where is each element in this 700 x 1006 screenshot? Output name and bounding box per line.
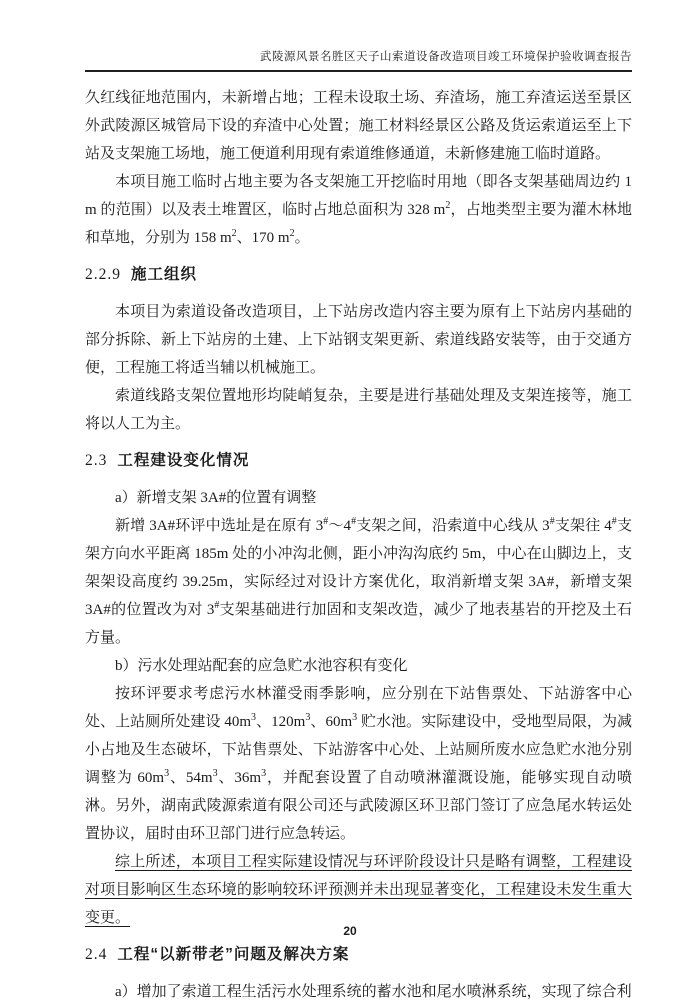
section-title: 施工组织 [131,266,198,283]
section-number: 2.4 [85,946,108,963]
section-heading-2-2-9 [85,261,632,289]
section-title: 工程建设变化情况 [117,452,250,469]
paragraph-support-3a: 新增 3A#环评中选址是在原有 3#～4#支架之间，沿索道中心线从 3#支架往 4#支架方向水平距离 185m 处的小冲沟北侧，距小冲沟沟底约 5m，中心在山脚边上，支架架设高度约 39.25m，实际经过对设计方案优化，取消新增支架 3A#，新增支架 3A#的位置改为对 3#支架基础进行加固和支架改造，减少了地表基岩的开挖及土石方量。 [85,516,632,646]
paragraph-terrain: 索道线路支架位置地形均陡峭复杂，主要是进行基础处理及支架连接等，施工将以人工为主。 [85,388,632,432]
paragraph-temporary-land: 本项目施工临时占地主要为各支架施工开挖临时用地（即各支架基础周边约 1 m 的范围）以及表土堆置区，临时占地总面积为 328 $m^2$，占地类型主要为灌木林地和草地，分别为 158 $m^2$、170 $m^2$。 [85,174,632,246]
section-heading-2-3 [85,447,632,475]
page-content [85,48,632,1006]
page-header [85,48,632,72]
list-item-a-sewage-system: a）增加了索道工程生活污水处理系统的蓄水池和尾水喷淋系统，实现了综合利 [115,984,632,1000]
section-number: 2.3 [85,452,108,469]
paragraph-project-construction: 本项目为索道设备改造项目，上下站房改造内容主要为原有上下站房内基础的部分拆除、新上下站房的土建、上下站钢支架更新、索道线路安装等，由于交通方便，工程施工将适当辅以机械施工。 [85,304,632,376]
list-item-b-water-tank: b）污水处理站配套的应急贮水池容积有变化 [115,658,408,674]
paragraph-land-continuation: 久红线征地范围内，未新增占地；工程未设取土场、弃渣场，施工弃渣运送至景区外武陵源区城管局下设的弃渣中心处置；施工材料经景区公路及货运索道运至上下站及支架施工场地，施工便道利用现有索道维修通道，未新修建施工临时道路。 [85,90,632,162]
list-item-a-support-adjustment: a）新增支架 3A#的位置有调整 [115,490,317,506]
paragraph-water-tanks: 按环评要求考虑污水林灌受雨季影响，应分别在下站售票处、下站游客中心处、上站厕所处建设 $40m^3$、$120m^3$、$60m^3$ 贮水池。实际建设中，受地型局限，为减小占地及生态破坏，下站售票处、下站游客中心处、上站厕所废水应急贮水池分别调整为 $60m^3$、$54m^3$、$36m^3$，并配套设置了自动喷淋灌溉设施，能够实现自动喷淋。另外，湖南武陵源索道有限公司还与武陵源区环卫部门签订了应急尾水转运处置协议，届时由环卫部门进行应急转运。 [85,686,633,842]
section-heading-2-4 [85,941,632,969]
header-title: 武陵源风景名胜区天子山索道设备改造项目竣工环境保护验收调查报告 [260,51,632,63]
page-number: 20 [343,924,357,938]
section-title: 工程“以新带老”问题及解决方案 [117,946,350,963]
paragraph-summary-underlined: 综上所述，本项目工程实际建设情况与环评阶段设计只是略有调整，工程建设对项目影响区生态环境的影响较环评预测并未出现显著变化，工程建设未发生重大变更。 [85,854,632,926]
body-text [85,84,632,1006]
section-number: 2.2.9 [85,266,121,283]
